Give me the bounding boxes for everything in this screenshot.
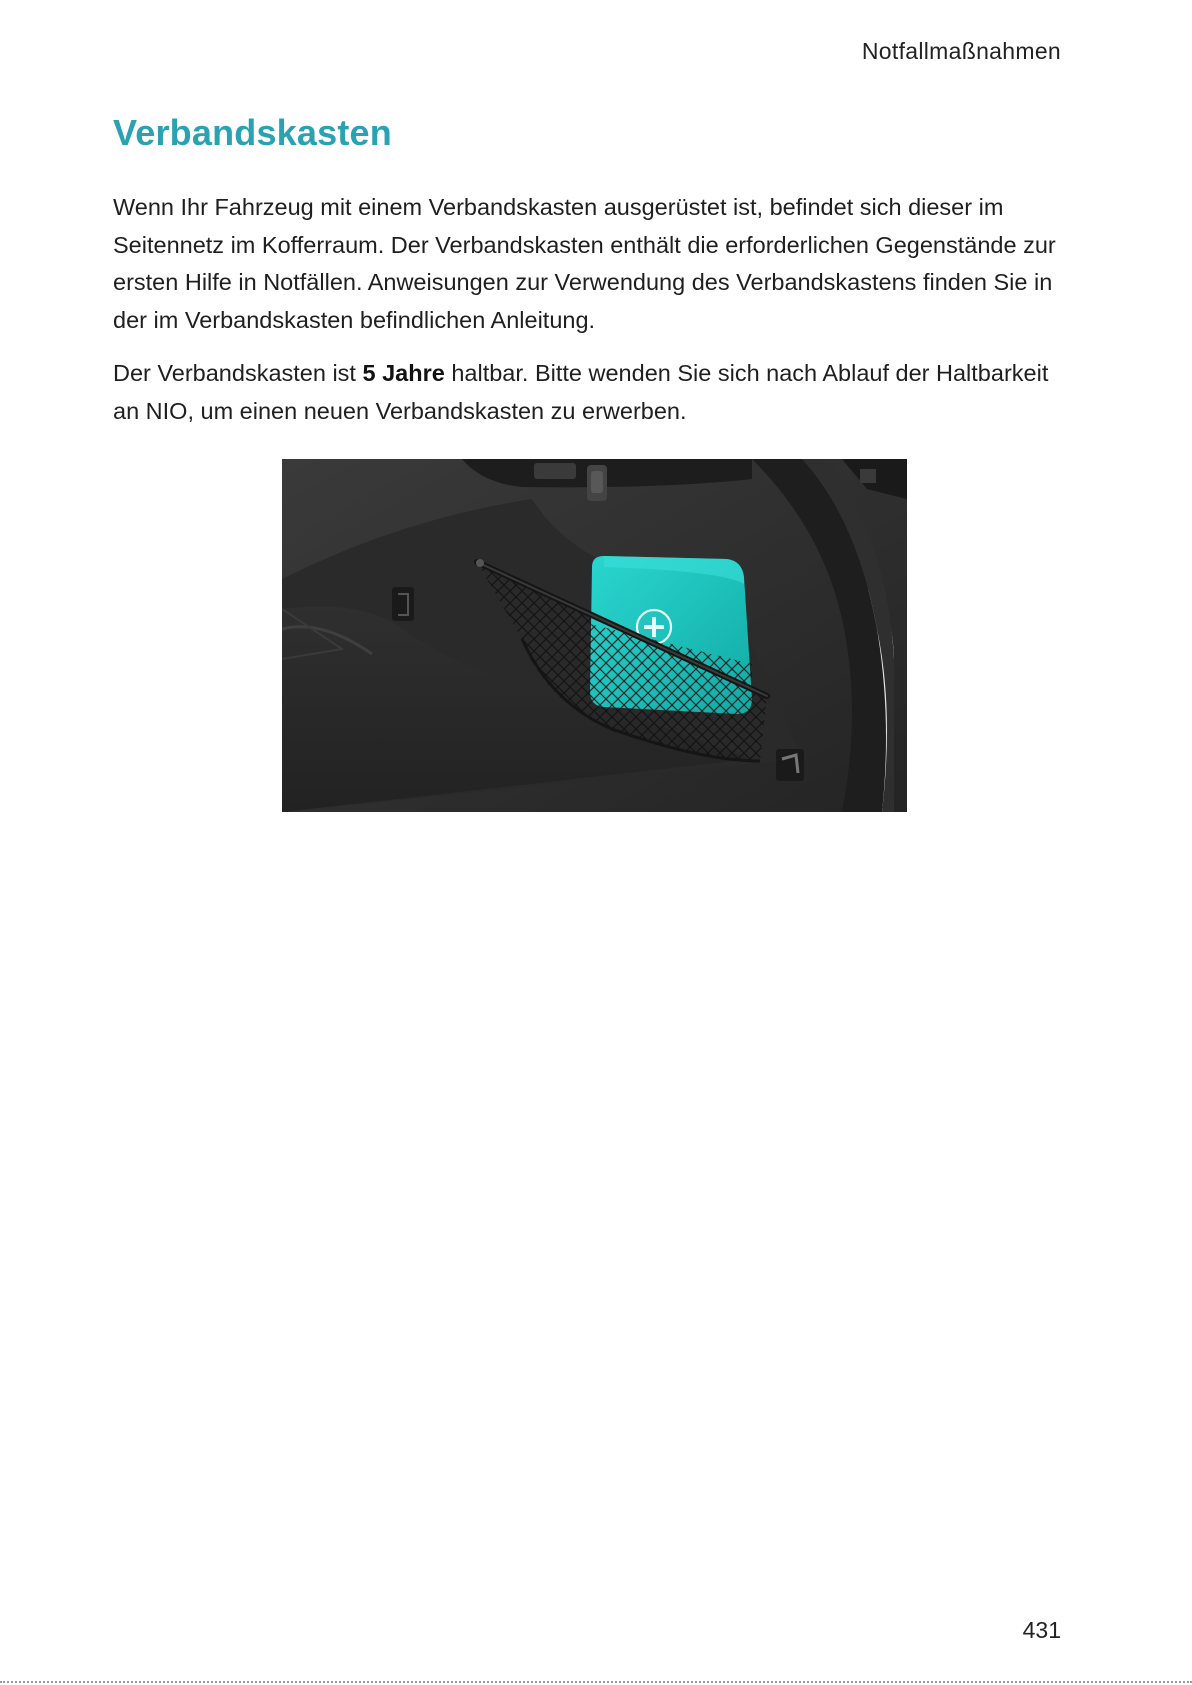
section-title: Verbandskasten bbox=[113, 112, 392, 153]
paragraph-location: Wenn Ihr Fahrzeug mit einem Verbandskasten ausgerüstet ist, befindet sich dieser im Seitennetz im Kofferraum. Der Verbandskasten enthält die erforderlichen Gegenstände zur ersten Hilfe in Notfällen. Anweisungen zur Verwendung des Verbandskastens finden Sie in der im Verbandskasten befindlichen Anleitung. bbox=[113, 194, 1056, 333]
paragraph-shelf-life bbox=[113, 355, 1073, 430]
paragraph-shelf-life-after: haltbar. Bitte wenden Sie sich nach Ablauf der Haltbarkeit an NIO, um einen neuen Verbandskasten zu erwerben. bbox=[113, 360, 1049, 424]
running-header: Notfallmaßnahmen bbox=[861, 38, 1061, 64]
right-hook bbox=[776, 749, 804, 781]
shelf-life-emphasis: 5 Jahre bbox=[362, 360, 445, 386]
bottom-rule bbox=[0, 1681, 1192, 1683]
paragraph-shelf-life-before: Der Verbandskasten ist bbox=[113, 360, 363, 386]
first-aid-kit bbox=[590, 556, 752, 714]
page-number: 431 bbox=[1022, 1617, 1061, 1643]
trunk-illustration bbox=[282, 459, 907, 812]
trunk-switch bbox=[534, 463, 576, 479]
